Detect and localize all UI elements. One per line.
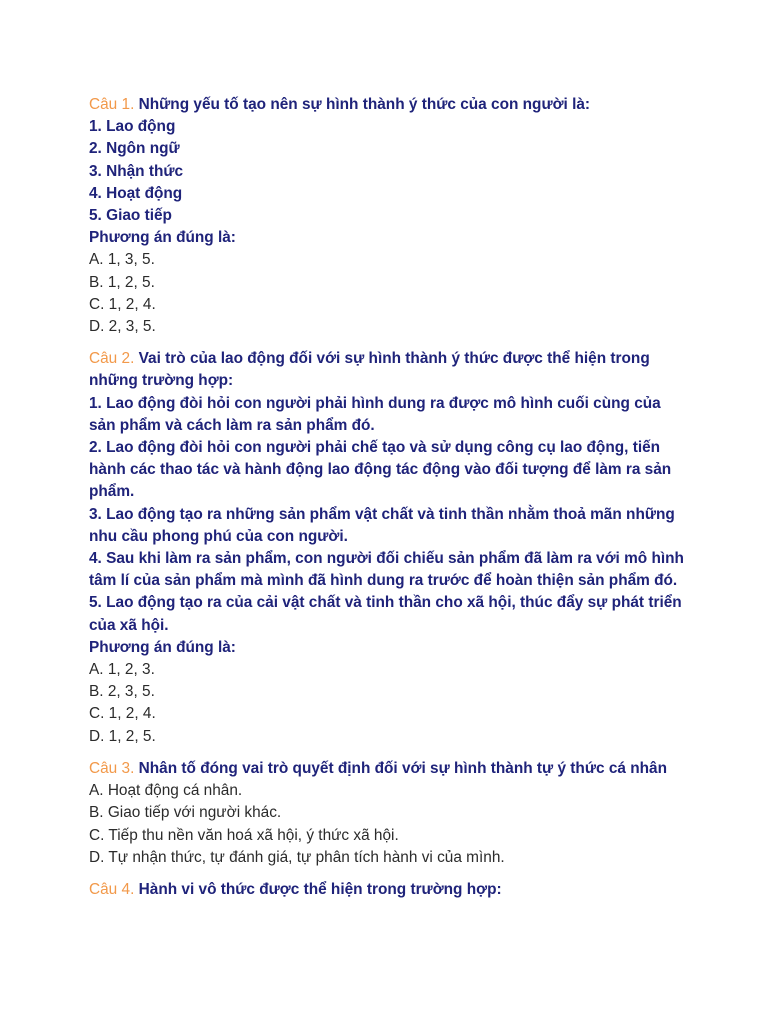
question-prompt: Những yếu tố tạo nên sự hình thành ý thức của con người là: [138, 96, 591, 113]
question-number: Câu 1. [89, 96, 135, 113]
question-number: Câu 4. [89, 880, 135, 898]
document-page [89, 94, 689, 911]
question-1 [89, 94, 689, 338]
answer-option: C. Tiếp thu nền văn hoá xã hội, ý thức xã hội. [89, 826, 399, 844]
statement-item: 3. Nhận thức [89, 162, 184, 180]
answer-option: A. 1, 2, 3. [89, 661, 155, 679]
statement-item: 5. Lao động tạo ra của cải vật chất và tinh thần cho xã hội, thúc đẩy sự phát triển của xã hội. [89, 594, 682, 634]
answer-option: C. 1, 2, 4. [89, 295, 156, 313]
answer-option: D. Tự nhận thức, tự đánh giá, tự phân tích hành vi của mình. [89, 848, 505, 866]
question-number: Câu 3. [89, 759, 135, 777]
statement-item: 5. Giao tiếp [89, 207, 172, 225]
question-4 [89, 879, 689, 901]
question-prompt: Hành vi vô thức được thể hiện trong trường hợp: [138, 880, 502, 898]
statement-item: 3. Lao động tạo ra những sản phẩm vật chất và tinh thần nhằm thoả mãn những nhu cầu phong phú của con người. [89, 505, 675, 545]
question-prompt: Vai trò của lao động đối với sự hình thành ý thức được thể hiện trong những trường hợp: [89, 350, 650, 390]
statement-item: 2. Ngôn ngữ [89, 140, 180, 158]
answer-option: B. 2, 3, 5. [89, 683, 155, 701]
statement-item: 4. Hoạt động [89, 184, 183, 202]
answer-option: A. 1, 3, 5. [89, 251, 155, 269]
question-heading [89, 879, 689, 901]
question-heading [89, 348, 689, 392]
question-heading [89, 94, 689, 116]
answer-option: B. Giao tiếp với người khác. [89, 804, 282, 822]
answer-label: Phương án đúng là: [89, 638, 236, 656]
answer-label: Phương án đúng là: [89, 229, 236, 247]
question-heading [89, 758, 689, 780]
statement-item: 1. Lao động [89, 118, 176, 136]
question-3 [89, 758, 689, 869]
answer-option: A. Hoạt động cá nhân. [89, 782, 243, 800]
statement-item: 1. Lao động đòi hỏi con người phải hình dung ra được mô hình cuối cùng của sản phẩm và cách làm ra sản phẩm đó. [89, 394, 661, 434]
question-2 [89, 348, 689, 748]
answer-option: C. 1, 2, 4. [89, 705, 156, 723]
answer-option: B. 1, 2, 5. [89, 273, 155, 291]
question-number: Câu 2. [89, 350, 135, 368]
answer-option: D. 2, 3, 5. [89, 318, 156, 336]
statement-item: 4. Sau khi làm ra sản phẩm, con người đối chiếu sản phẩm đã làm ra với mô hình tâm lí của sản phẩm mà mình đã hình dung ra trước để hoàn thiện sản phẩm đó. [89, 550, 684, 590]
answer-option: D. 1, 2, 5. [89, 727, 156, 745]
question-prompt: Nhân tố đóng vai trò quyết định đối với sự hình thành tự ý thức cá nhân [138, 759, 667, 777]
statement-item: 2. Lao động đòi hỏi con người phải chế tạo và sử dụng công cụ lao động, tiến hành các thao tác và hành động lao động tác động vào đối tượng để làm ra sản phẩm. [89, 439, 672, 501]
